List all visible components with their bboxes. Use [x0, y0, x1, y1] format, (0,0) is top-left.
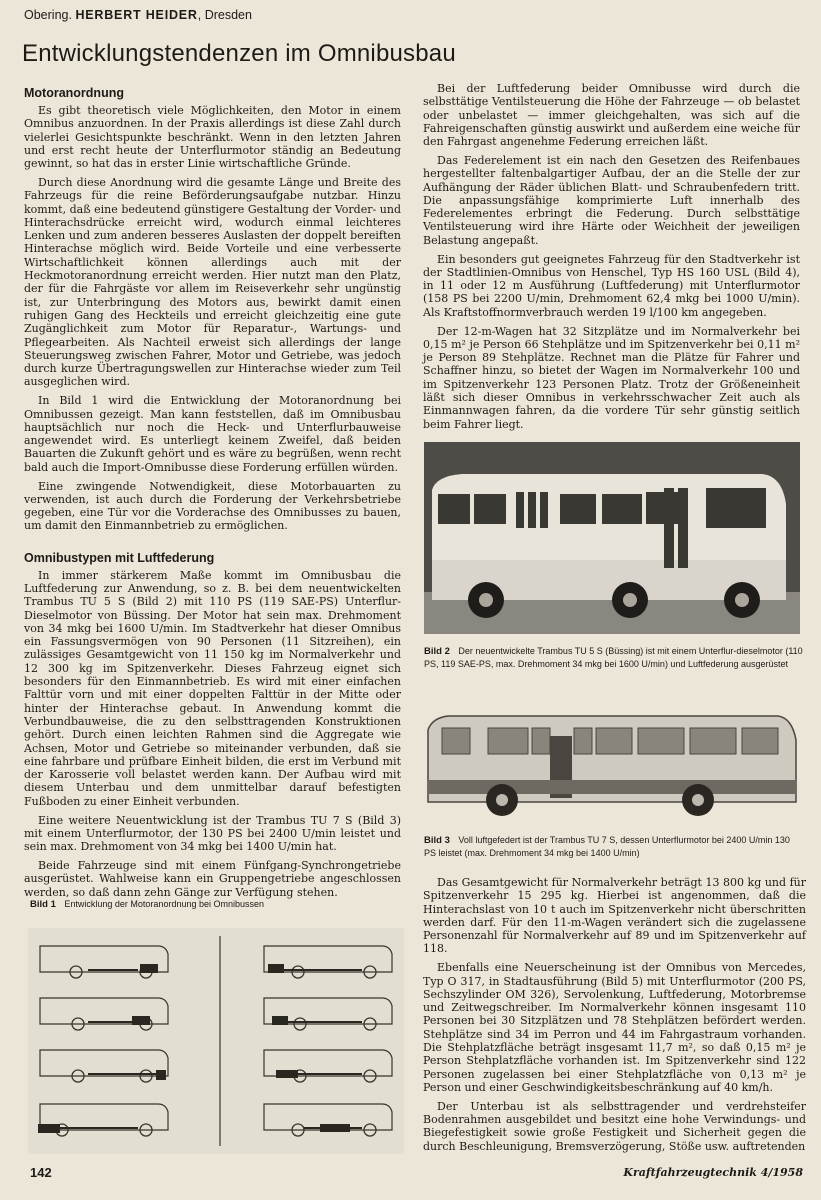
paragraph: Ein besonders gut geeignetes Fahrzeug für den Stadtverkehr ist der Stadtlinien-Omnibus von Henschel, Typ HS 160 USL (Bild 4), in 11 oder 12 m Ausführung (Luftfederung) mit Unterflurmotor (158 PS bei 2200 U/min, Drehmoment 62,4 mkg bei 1000 U/min). Als Kraftstoffnormverbrauch werden 19 l/100 km angegeben.	[423, 252, 800, 319]
trambus-tu5s-image	[424, 442, 800, 634]
paragraph: In Bild 1 wird die Entwicklung der Motoranordnung bei Omnibussen gezeigt. Man kann feststellen, daß im Omnibusbau hauptsächlich nur noch die Heck- und Unterflurbauweise angewendet wird. Es unterliegt keinem Zweifel, daß beiden Bauarten die Zukunft gehört und es wäre zu begrüßen, wenn recht bald auch die Import-Omnibusse diese Forderung erfüllen würden.	[24, 394, 401, 474]
paragraph: Das Gesamtgewicht für Normalverkehr beträgt 13 800 kg und für Spitzenverkehr 15 295 kg. Hierbei ist angenommen, daß die Hinterachslast von 10 t auch im Spitzenverkehr nicht überschritten werden darf. Für den 11-m-Wagen verändert sich die zugelassene Personenzahl für Normalverkehr auf 89 und im Spitzenverkehr auf 118.	[423, 876, 806, 956]
heading-omnibustypen: Omnibustypen mit Luftfederung	[24, 550, 215, 565]
engine-arrangement-svg	[28, 928, 404, 1154]
figure-1-engine-arrangement-diagram	[28, 928, 404, 1154]
right-column-top	[423, 82, 800, 436]
figure-3-caption	[424, 834, 804, 859]
paragraph: Ebenfalls eine Neuerscheinung ist der Omnibus von Mercedes, Typ O 317, in Stadtausführung (Bild 5) mit Unterflurmotor (200 PS, Sechszylinder OM 326), Servolenkung, Luftfederung, Motorbremse und Zeitwegschreiber. Im Normalverkehr können insgesamt 110 Personen bei 30 Sitzplätzen und 78 Stehplätzen befördert werden. Stehplätze sind 34 im Perron und 44 im Fahrgastraum vorhanden. Die Stehplatzfläche beträgt insgesamt 11,7 m², so daß 0,15 m² je Person Stehplatzfläche vorhanden ist. Im Spitzenverkehr sind 122 Personen zugelassen bei einer Stehplatzfläche von 0,13 m² je Person und einer Geschwindigkeitsbeschränkung auf 40 km/h.	[423, 961, 806, 1094]
trambus-tu7s-image	[424, 708, 800, 824]
figure-3-label: Bild 3	[424, 835, 450, 846]
paragraph: Das Federelement ist ein nach den Gesetzen des Reifenbaues hergestellter faltenbalgartiger Aufbau, der an die Stelle der zur Aufhängung der Räder üblichen Blatt- und Schraubenfedern tritt. Die anpassungsfähige komprimierte Luft innerhalb des Federelementes erbringt die Federung. Durch selbsttätige Ventilsteuerung wird ihre Härte oder Weichheit der jeweiligen Belastung angepaßt.	[423, 153, 800, 247]
author-name: HERBERT HEIDER	[75, 8, 198, 22]
author-prefix: Obering.	[24, 8, 72, 22]
paragraph: Eine zwingende Notwendigkeit, diese Motorbauarten zu verwenden, ist auch durch die Forderung der Verkehrsbetriebe gegeben, eine Tür vor die Vorderachse des Omnibusses zu bauen, um damit den Einmannbetrieb zu ermöglichen.	[24, 479, 401, 533]
figure-3-caption-text: Voll luftgefedert ist der Trambus TU 7 S, dessen Unterflurmotor bei 2400 U/min 130 PS leistet (max. Drehmoment 34 mkg bei 1400 U/min)	[424, 835, 790, 858]
figure-2-caption-text: Der neuentwickelte Trambus TU 5 S (Büssing) ist mit einem Unterflur-dieselmotor (110 PS, 119 SAE-PS, max. Drehmoment 34 mkg bei 1600 U/min) und Luftfederung ausgerüstet	[424, 646, 803, 669]
page-number: 142	[30, 1165, 52, 1180]
paragraph: Beide Fahrzeuge sind mit einem Fünfgang-Synchrongetriebe ausgerüstet. Wahlweise kann ein Gruppengetriebe angeschlossen werden, so daß dann zehn Gänge zur Verfügung stehen.	[24, 858, 401, 899]
paragraph: Der Unterbau ist als selbsttragender und verdrehsteifer Bodenrahmen ausgebildet und besitzt eine hohe Verwindungs- und Biegefestigkeit sowie große Festigkeit und Sicherheit gegen die durch Beschleunigung, Bremsverzögerung, Stöße usw. auftretenden	[423, 1099, 806, 1153]
figure-2-bus-photo	[424, 442, 800, 634]
heading-motoranordnung: Motoranordnung	[24, 86, 124, 100]
author-byline	[24, 8, 252, 22]
figure-2-caption	[424, 645, 804, 670]
right-column-bottom	[423, 876, 806, 1158]
figure-3-chassis-photo	[424, 708, 800, 824]
paragraph: Der 12-m-Wagen hat 32 Sitzplätze und im Normalverkehr bei 0,15 m² je Person 66 Stehplätze und im Spitzenverkehr bei 0,11 m² je Person 89 Stehplätze. Rechnet man die Plätze für Fahrer und Schaffner hinzu, so bietet der Wagen im Normalverkehr 100 und im Spitzenverkehr 123 Personen Platz. Trotz der Größeneinheit läßt sich dieser Omnibus in verkehrsschwacher Zeit auch als Einmannwagen fahren, da die vordere Tür sehr günstig seitlich beim Fahrer liegt.	[423, 324, 800, 431]
figure-1-caption	[30, 898, 402, 911]
paragraph: Bei der Luftfederung beider Omnibusse wird durch die selbsttätige Ventilsteuerung die Höhe der Fahrzeuge — ob belastet oder unbelastet — immer gleichgehalten, was sich auf die Fahreigenschaften günstig auswirkt und außerdem eine weiche für den Fahrgast angenehme Federung erreichen läßt.	[423, 82, 800, 149]
author-city: , Dresden	[197, 8, 252, 22]
figure-1-caption-text: Entwicklung der Motoranordnung bei Omnibussen	[64, 899, 265, 909]
paragraph: Eine weitere Neuentwicklung ist der Trambus TU 7 S (Bild 3) mit einem Unterflurmotor, der 130 PS bei 2400 U/min leistet und sein max. Drehmoment von 34 mkg bei 1400 U/min hat.	[24, 813, 401, 854]
article-title: Entwicklungstendenzen im Omnibusbau	[22, 40, 456, 67]
paragraph: Es gibt theoretisch viele Möglichkeiten, den Motor in einem Omnibus anzuordnen. In der Praxis allerdings ist diese Zahl durch vielerlei Gesichtspunkte beschränkt. Wenn in den letzten Jahren und erst recht heute der Unterflurmotor ständig an Bedeutung gewinnt, so hat das in erster Linie wirtschaftliche Gründe.	[24, 104, 401, 171]
figure-1-label: Bild 1	[30, 899, 56, 910]
left-column	[24, 86, 401, 904]
journal-issue: Kraftfahrzeugtechnik 4/1958	[623, 1166, 803, 1179]
paragraph: In immer stärkerem Maße kommt im Omnibusbau die Luftfederung zur Anwendung, so z. B. bei dem neuentwickelten Trambus TU 5 S (Bild 2) mit 110 PS (119 SAE-PS) Unterflur-Dieselmotor von Büssing. Der Motor hat sein max. Drehmoment von 34 mkg bei 1600 U/min. Im Stadtverkehr hat dieser Omnibus ein Fassungsvermögen von 90 Personen (11 Sitzreihen), ein zulässiges Gesamtgewicht von 11 150 kg im Normalverkehr und 12 300 kg im Spitzenverkehr. Dieses Fahrzeug eignet sich besonders für den Einmannbetrieb. Es wird mit einer einfachen Falttür vorn und mit einer doppelten Falttür in der Mitte oder hinter der Hinterachse gebaut. In Anwendung kommt die Verbundbauweise, die zu den selbsttragenden Konstruktionen gehört. Durch einen leichten Rahmen sind die Aggregate wie Achsen, Motor und Getriebe so miteinander verbunden, daß sie eine fahrbare und prüfbare Einheit bilden, die erst im Verbund mit der Karosserie voll belastet werden kann. Der Aufbau wird mit diesem Unterbau und dem unmittelbar darauf befestigten Fußboden zu einer Einheit verbunden.	[24, 568, 401, 808]
figure-2-label: Bild 2	[424, 646, 450, 657]
paragraph: Durch diese Anordnung wird die gesamte Länge und Breite des Fahrzeugs für die reine Beförderungsaufgabe nutzbar. Hinzu kommt, daß eine bedeutend günstigere Gestaltung der Vorder- und Hinterachsdrücke erreicht wird, wodurch einmal leichteres Lenken und zum anderen besseres Auslasten der doppelt bereiften Hinterachse möglich wird. Beide Vorteile und eine verbesserte Wirtschaftlichkeit können allerdings auch mit der Heckmotoranordnung erreicht werden. Hier nutzt man den Platz, der für die Fahrgäste vor allem im Reiseverkehr sehr ungünstig ist, zur Unterbringung des Motors aus, bewirkt damit einen ruhigen Gang des Heckteils und erreicht gleichzeitig eine gute Zugänglichkeit zum Motor für Reparatur-, Wartungs- und Pflegearbeiten. Als Nachteil erweist sich allerdings der lange Steuerungsweg zwischen Fahrer, Motor und Getriebe, was jedoch durch kurze Übertragungswellen zur Hinterachse wieder zum Teil ausgeglichen wird.	[24, 175, 401, 389]
